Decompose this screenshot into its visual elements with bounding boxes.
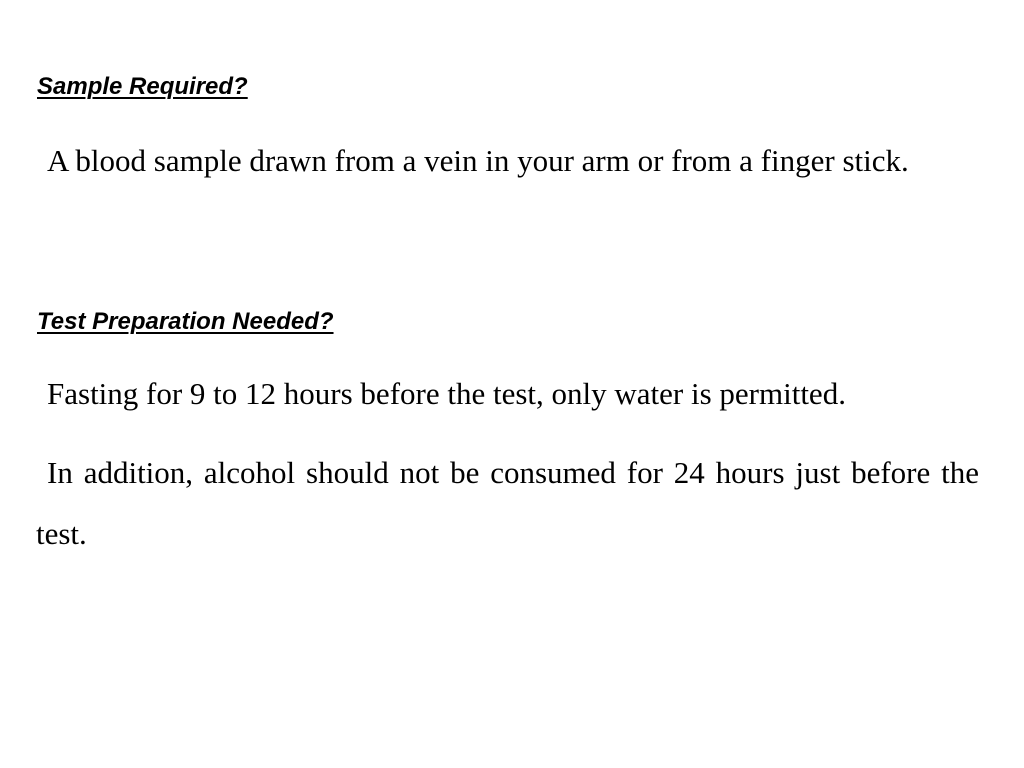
alcohol-text: In addition, alcohol should not be consumed for 24 hours just before the test. — [36, 455, 979, 551]
sample-required-heading: Sample Required? — [37, 73, 248, 100]
sample-required-text: A blood sample drawn from a vein in your arm or from a finger stick. — [47, 143, 909, 178]
fasting-text: Fasting for 9 to 12 hours before the test, only water is permitted. — [47, 376, 846, 411]
test-preparation-heading: Test Preparation Needed? — [37, 308, 334, 335]
